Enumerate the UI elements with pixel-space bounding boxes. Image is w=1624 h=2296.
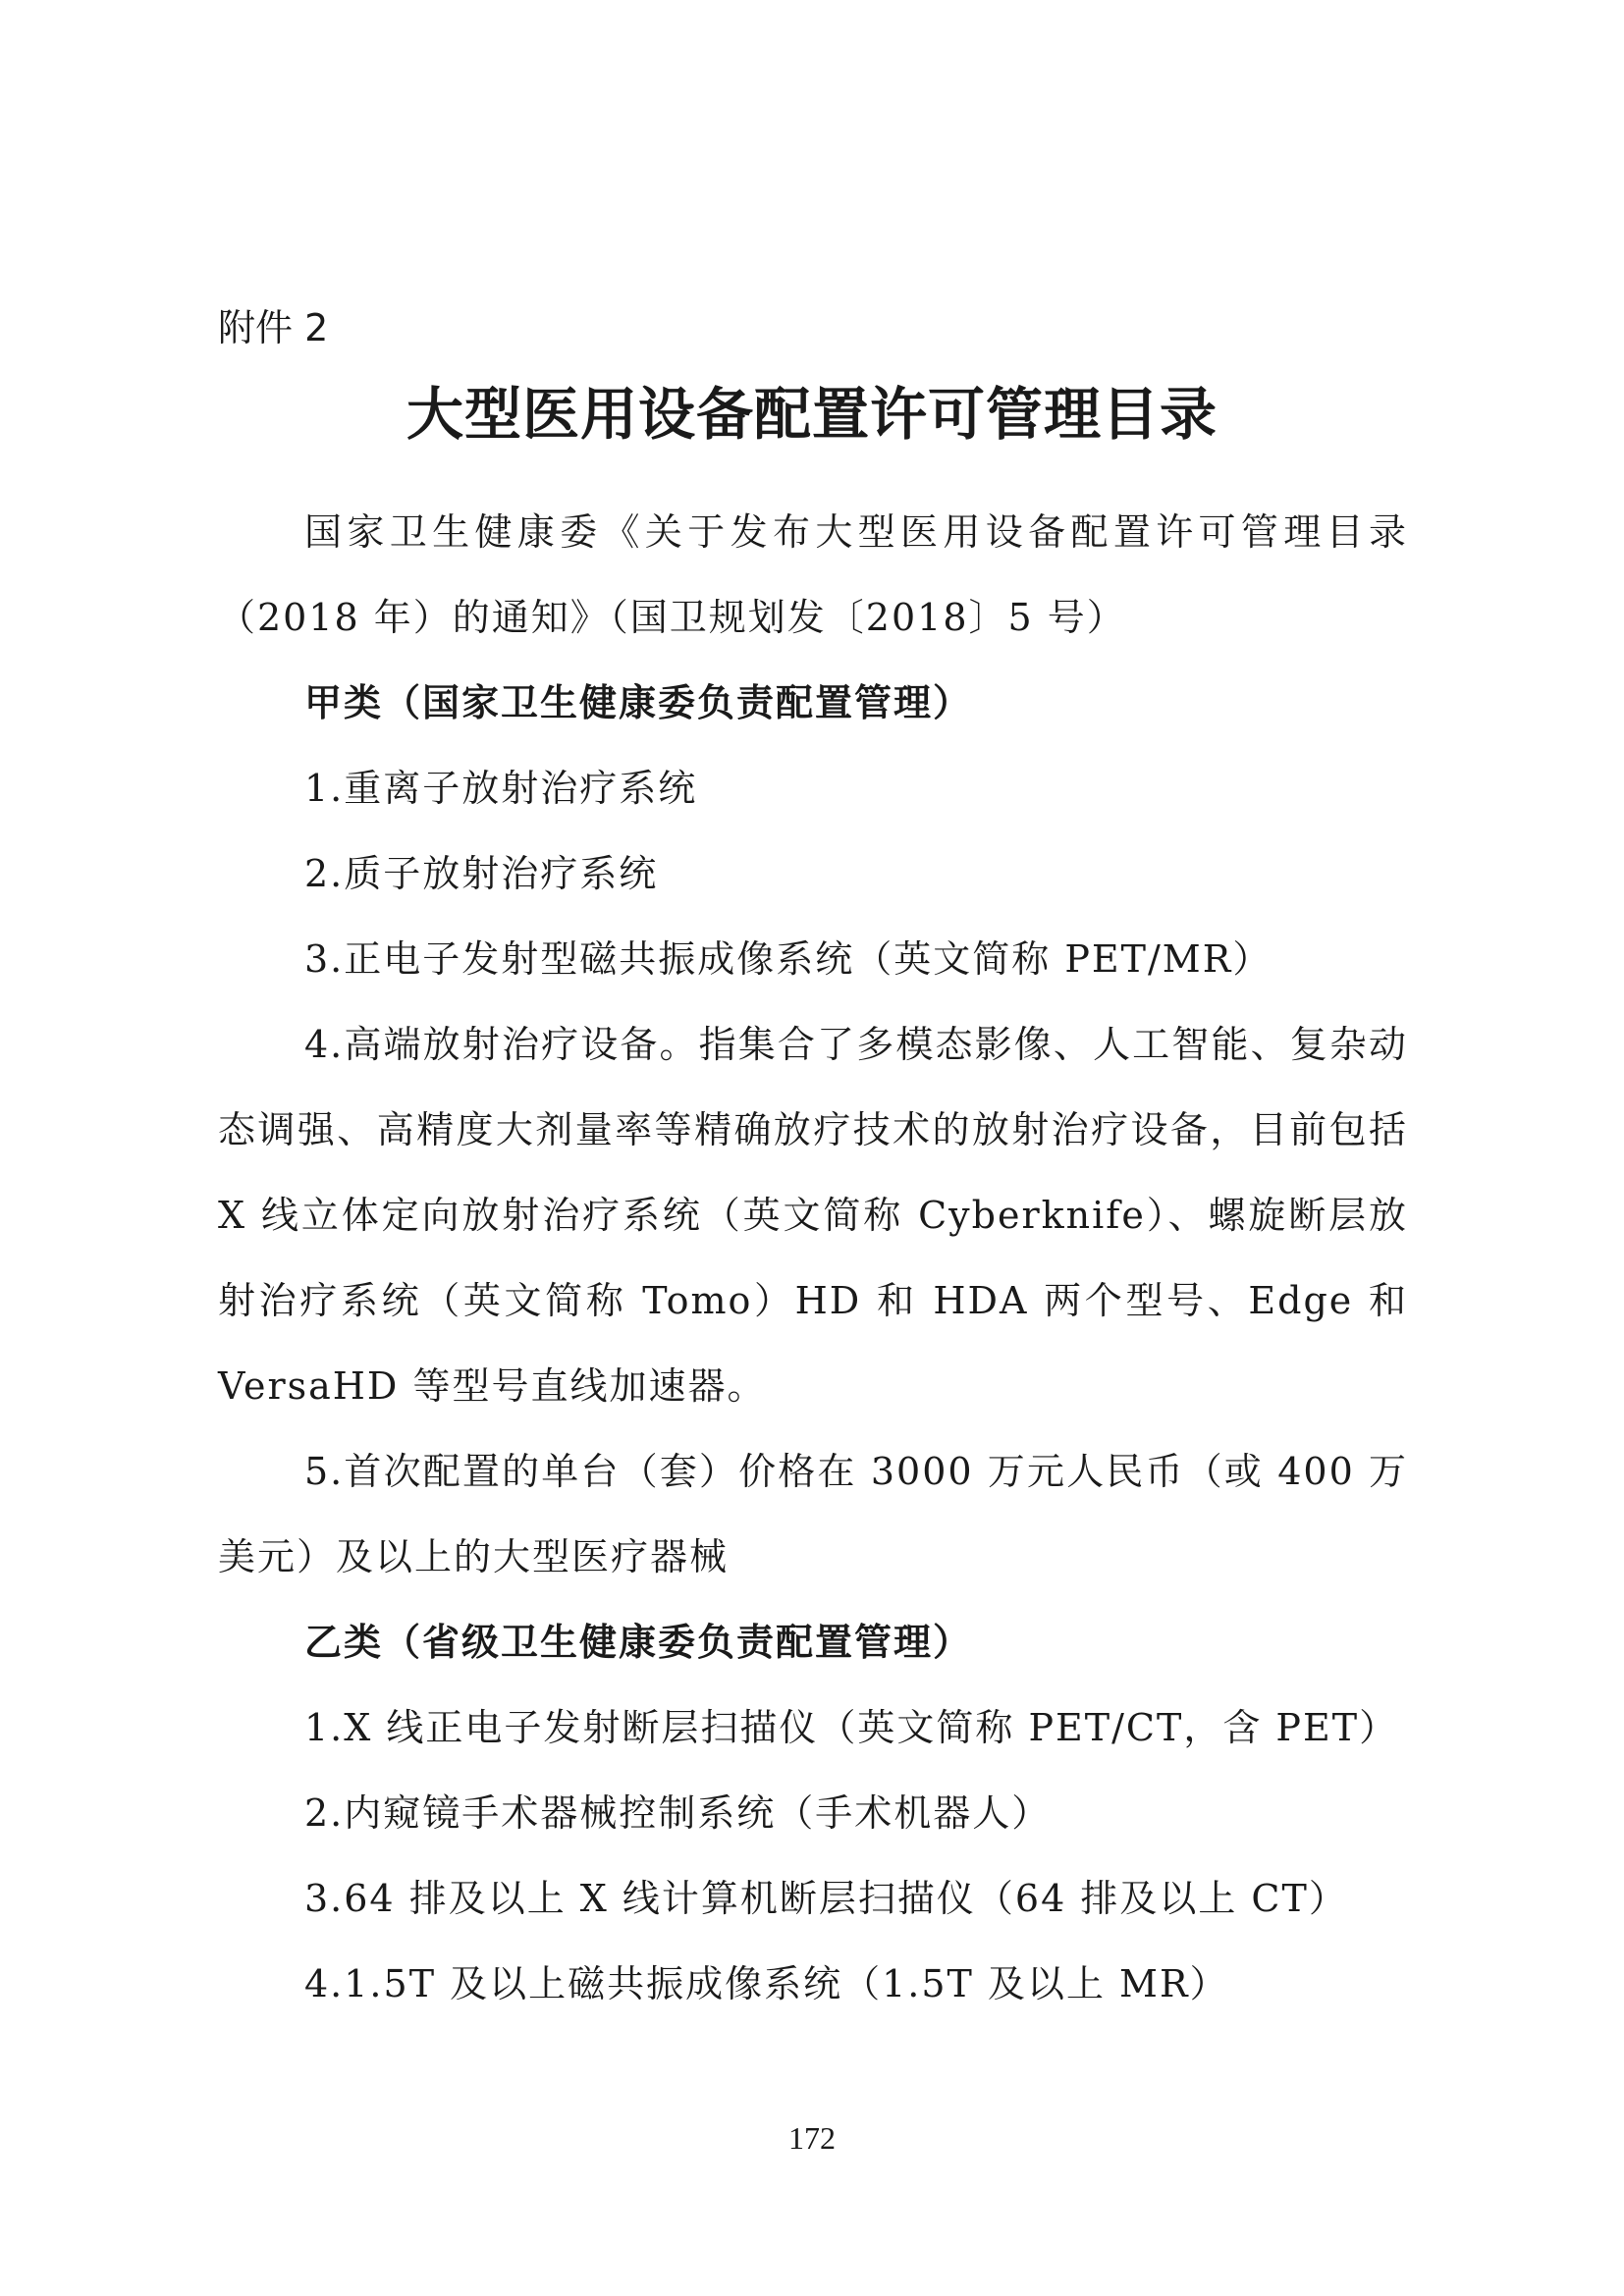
- list-item: 2.内窥镜手术器械控制系统（手术机器人）: [304, 1791, 1052, 1835]
- class-b-heading: 乙类（省级卫生健康委负责配置管理）: [304, 1621, 973, 1664]
- document-body: [218, 490, 1408, 2027]
- page-number: 172: [788, 2120, 836, 2156]
- attachment-label: 附件 2: [218, 306, 329, 349]
- class-a-heading: 甲类（国家卫生健康委负责配置管理）: [304, 681, 973, 724]
- list-item: 2.质子放射治疗系统: [304, 852, 659, 895]
- list-item: 3.64 排及以上 X 线计算机断层扫描仪（64 排及以上 CT）: [304, 1877, 1348, 1920]
- list-item: 4.1.5T 及以上磁共振成像系统（1.5T 及以上 MR）: [304, 1962, 1229, 2005]
- list-item: 1.重离子放射治疗系统: [304, 767, 698, 810]
- list-item: 3.正电子发射型磁共振成像系统（英文简称 PET/MR）: [304, 937, 1272, 981]
- list-item: 5.首次配置的单台（套）价格在 3000 万元人民币（或 400 万美元）及以上的大型医疗器械: [218, 1450, 1408, 1578]
- list-item: 4.高端放射治疗设备。指集合了多模态影像、人工智能、复杂动态调强、高精度大剂量率等精确放疗技术的放射治疗设备，目前包括 X 线立体定向放射治疗系统（英文简称 Cyberknife）、螺旋断层放射治疗系统（英文简称 Tomo）HD 和 HDA 两个型号、Edge 和 VersaHD 等型号直线加速器。: [218, 1023, 1408, 1408]
- source-notice: 国家卫生健康委《关于发布大型医用设备配置许可管理目录（2018 年）的通知》（国卫规划发〔2018〕5 号）: [218, 510, 1408, 639]
- page-title: 大型医用设备配置许可管理目录: [406, 381, 1218, 448]
- list-item: 1.X 线正电子发射断层扫描仪（英文简称 PET/CT，含 PET）: [304, 1706, 1399, 1749]
